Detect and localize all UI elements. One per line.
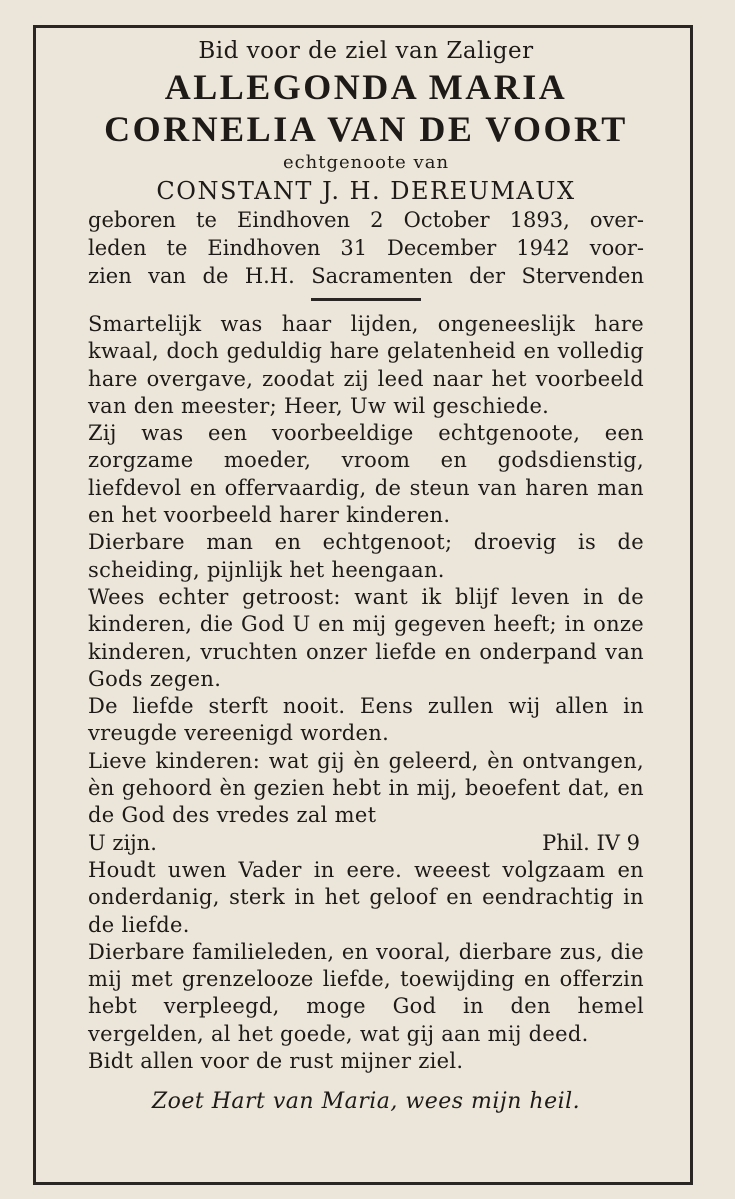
closing-invocation: Zoet Hart van Maria, wees mijn heil. — [151, 1089, 581, 1115]
life-dates-line2: leden te Eindhoven 31 December 1942 voor- — [88, 236, 644, 260]
card-content — [88, 36, 644, 1117]
paragraph: Bidt allen voor de rust mijner ziel. — [88, 1049, 464, 1074]
life-dates-line3: zien van de H.H. Sacramenten der Stervenden — [88, 264, 644, 288]
citation-row — [88, 830, 644, 857]
paragraph: De liefde sterft nooit. Eens zullen wij allen in vreugde vereenigd worden. — [88, 694, 644, 746]
deceased-name-line2: CORNELIA VAN DE VOORT — [104, 109, 628, 149]
intro-line: Bid voor de ziel van Zaliger — [198, 38, 534, 64]
paragraph-end: U zijn. — [88, 830, 157, 855]
spouse-label: echtgenoote van — [282, 152, 450, 173]
paragraph: Smartelijk was haar lijden, ongeneeslijk hare kwaal, doch geduldig hare gelatenheid en volledig hare overgave, zoodat zij leed naar het voorbeeld van den meester; Heer, Uw wil geschiede. — [88, 312, 644, 418]
prayer-text — [88, 311, 644, 1075]
paragraph: Dierbare man en echtgenoot; droevig is de scheiding, pijnlijk het heengaan. — [88, 530, 644, 582]
paragraph: Houdt uwen Vader in eere. weeest volgzaam en onderdanig, sterk in het geloof en eendrachtig in de liefde. — [88, 857, 644, 937]
paragraph: Wees echter getroost: want ik blijf leven in de kinderen, die God U en mij gegeven heeft; in onze kinderen, vruchten onzer liefde en onderpand van Gods zegen. — [88, 584, 644, 691]
bible-citation: Phil. IV 9 — [542, 830, 640, 855]
divider-rule — [311, 298, 421, 301]
paragraph: Zij was een voorbeeldige echtgenoote, een zorgzame moeder, vroom en godsdienstig, liefdevol en offervaardig, de steun van haren man en het voorbeeld harer kinderen. — [88, 421, 644, 528]
deceased-name-line1: ALLEGONDA MARIA — [164, 67, 568, 107]
spouse-name: CONSTANT J. H. DEREUMAUX — [156, 177, 576, 205]
life-dates-line1: geboren te Eindhoven 2 October 1893, over- — [88, 208, 644, 232]
paragraph: Lieve kinderen: wat gij èn geleerd, èn ontvangen, èn gehoord èn gezien hebt in mij, beoefent dat, en de God des vredes zal met — [88, 748, 644, 828]
paragraph: Dierbare familieleden, en vooral, dierbare zus, die mij met grenzelooze liefde, toewijding en offerzin hebt verpleegd, moge God in den hemel vergelden, al het goede, wat gij aan mij deed. — [88, 939, 644, 1046]
